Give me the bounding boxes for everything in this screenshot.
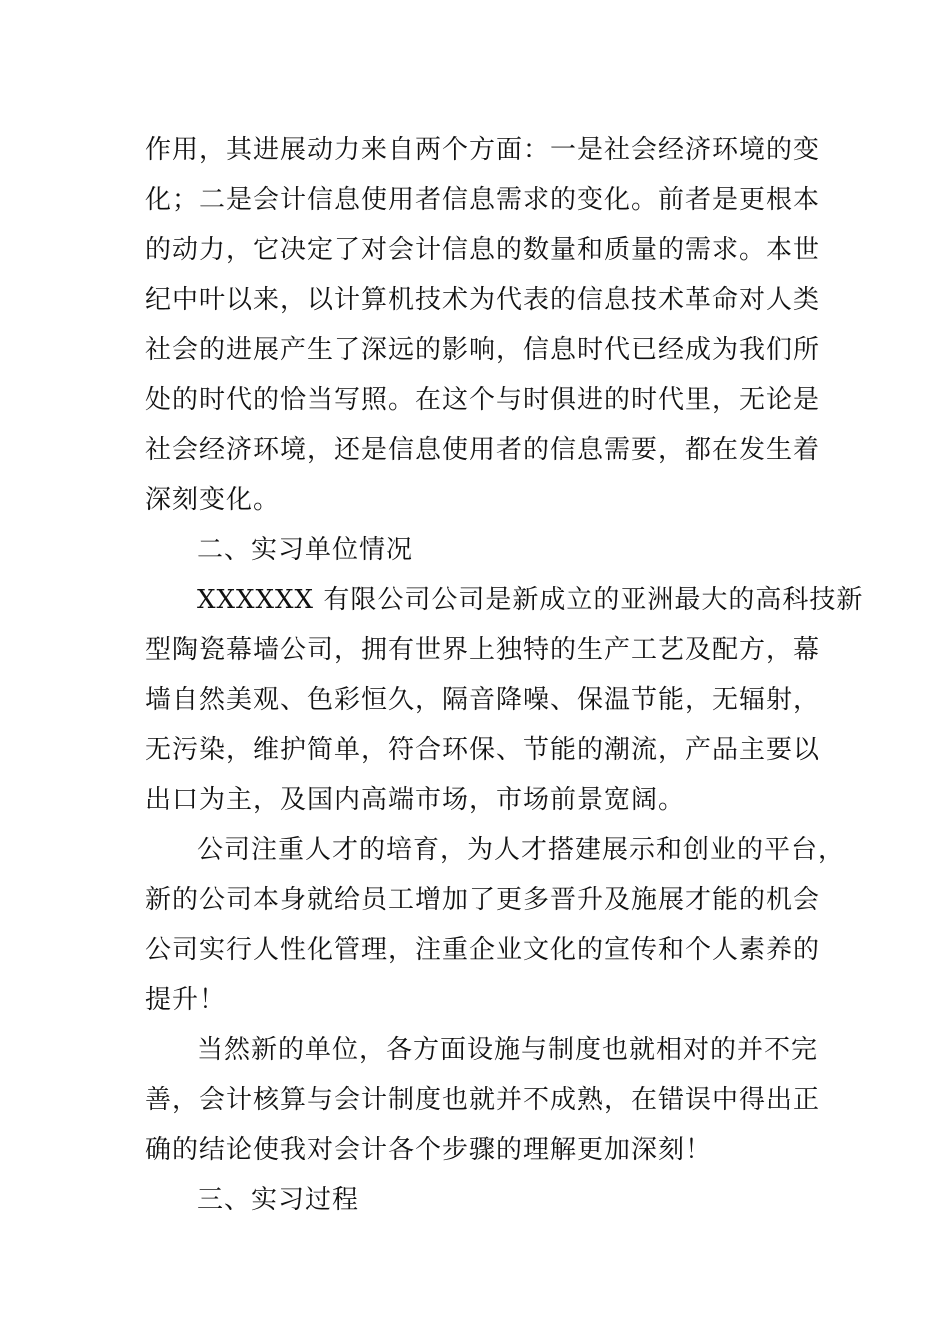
paragraph-line: 公司注重人才的培育，为人才搭建展示和创业的平台，: [197, 835, 846, 865]
section-heading: 三、实习过程: [197, 1185, 360, 1215]
paragraph-line: 化；二是会计信息使用者信息需求的变化。前者是更根本: [145, 185, 821, 215]
paragraph-line: 善，会计核算与会计制度也就并不成熟，在错误中得出正: [145, 1085, 821, 1115]
paragraph-line: 型陶瓷幕墙公司，拥有世界上独特的生产工艺及配方，幕: [145, 635, 821, 665]
paragraph-line: 无污染，维护简单，符合环保、节能的潮流，产品主要以: [145, 735, 821, 765]
paragraph-line: 新的公司本身就给员工增加了更多晋升及施展才能的机会: [145, 885, 821, 915]
paragraph-line: 社会经济环境，还是信息使用者的信息需要，都在发生着: [145, 435, 821, 465]
paragraph-line: XXXXXX 有限公司公司是新成立的亚洲最大的高科技新: [197, 585, 864, 615]
paragraph-line: 公司实行人性化管理，注重企业文化的宣传和个人素养的: [145, 935, 821, 965]
section-heading: 二、实习单位情况: [197, 535, 414, 565]
paragraph-line: 社会的进展产生了深远的影响，信息时代已经成为我们所: [145, 335, 821, 365]
paragraph-line: 当然新的单位，各方面设施与制度也就相对的并不完: [197, 1035, 819, 1065]
paragraph-line: 出口为主，及国内高端市场，市场前景宽阔。: [145, 785, 686, 815]
paragraph-line: 墙自然美观、色彩恒久，隔音降噪、保温节能，无辐射，: [145, 685, 821, 715]
paragraph-line: 深刻变化。: [145, 485, 281, 515]
paragraph-line: 纪中叶以来，以计算机技术为代表的信息技术革命对人类: [145, 285, 821, 315]
paragraph-line: 提升！: [145, 985, 227, 1015]
paragraph-line: 处的时代的恰当写照。在这个与时俱进的时代里，无论是: [145, 385, 821, 415]
paragraph-line: 确的结论使我对会计各个步骤的理解更加深刻！: [145, 1135, 713, 1165]
paragraph-line: 作用，其进展动力来自两个方面：一是社会经济环境的变: [145, 135, 821, 165]
paragraph-line: 的动力，它决定了对会计信息的数量和质量的需求。本世: [145, 235, 821, 265]
